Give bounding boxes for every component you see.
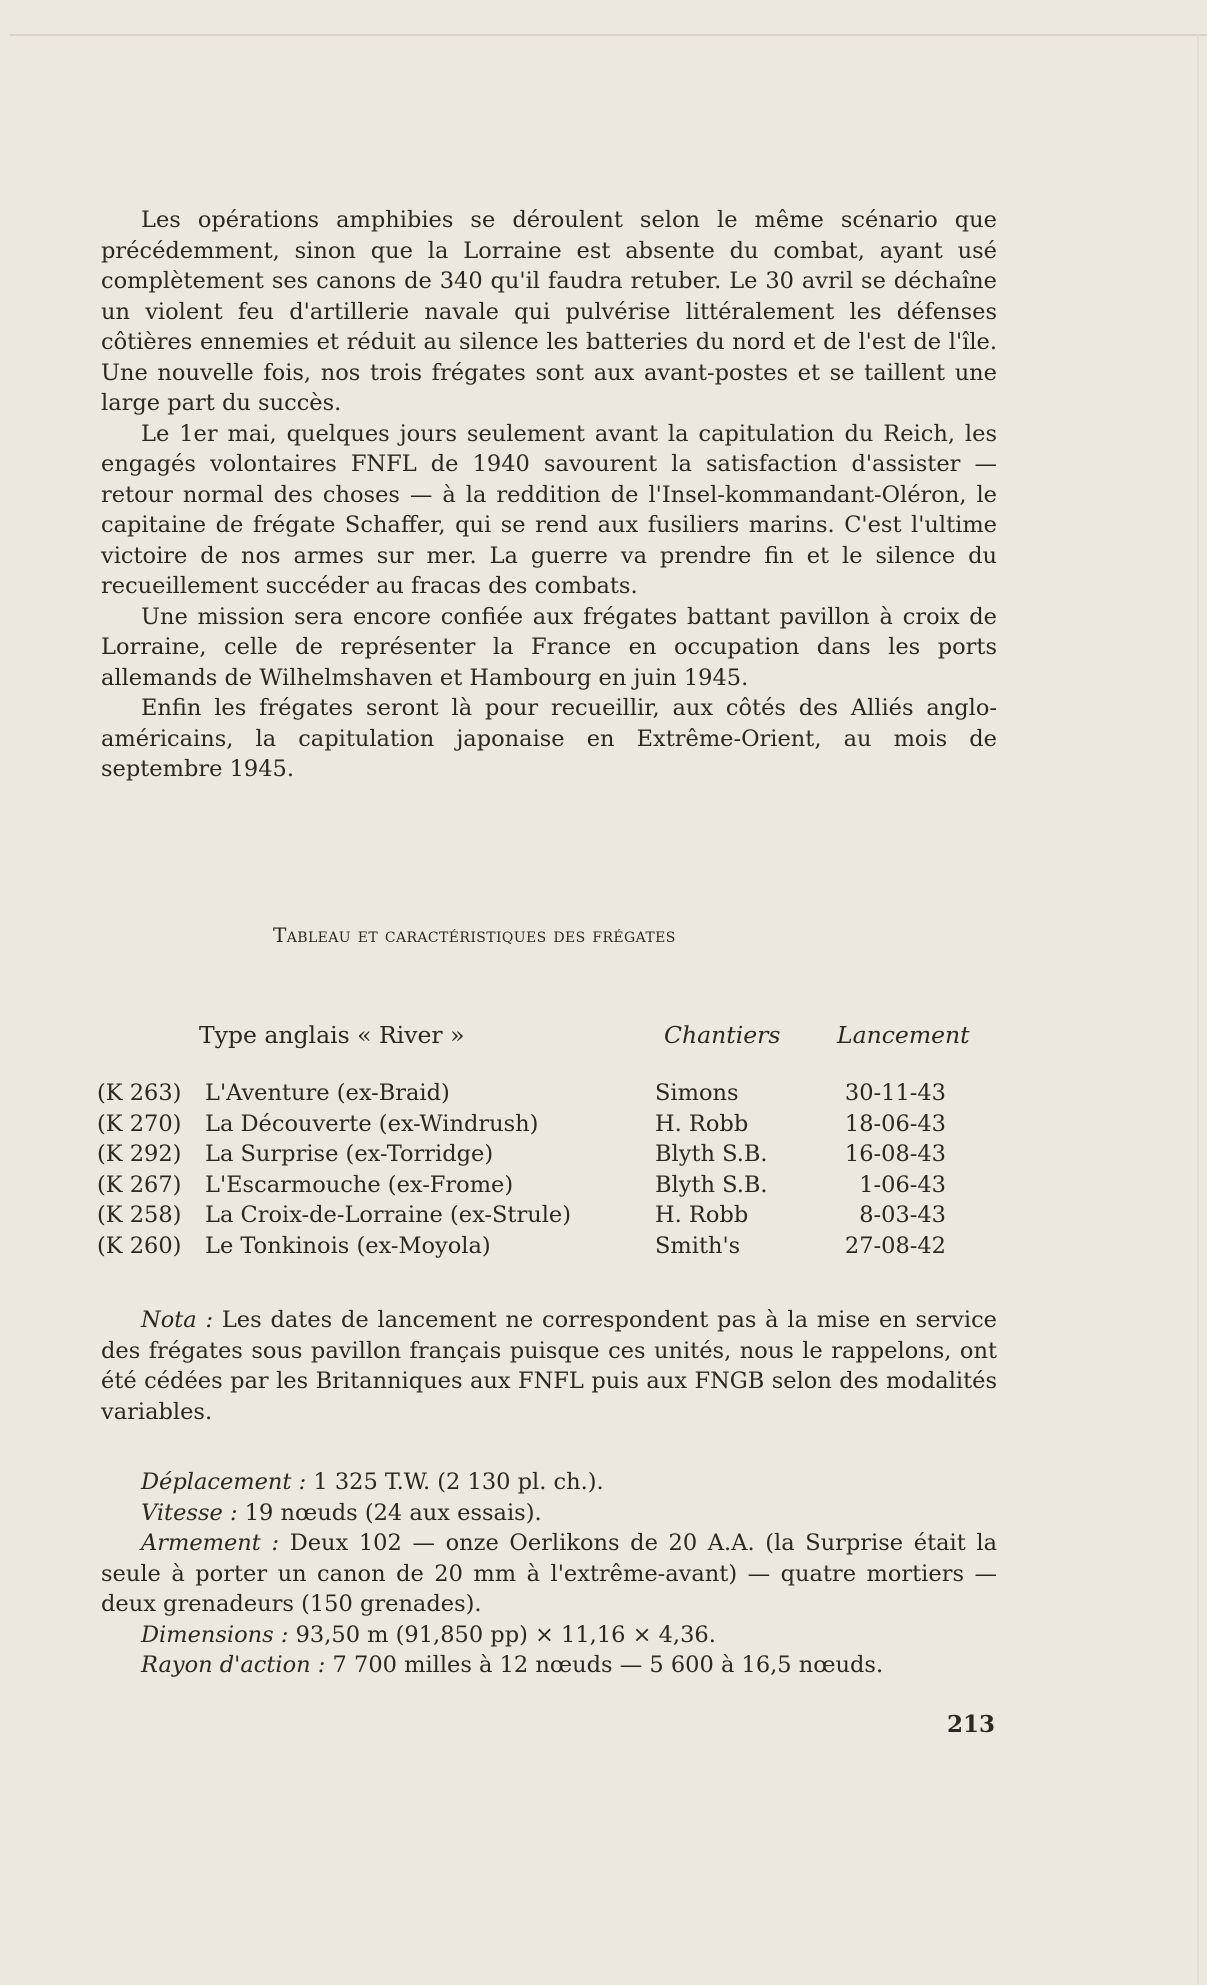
- page-edge-right: [1197, 34, 1199, 1985]
- shipyard: H. Robb: [655, 1202, 749, 1228]
- ship-name: Le Tonkinois (ex-Moyola): [205, 1232, 491, 1259]
- hull-code: (K 292): [97, 1141, 182, 1167]
- column-header-type: Type anglais « River »: [199, 1021, 465, 1049]
- spec-dimensions: [101, 1620, 997, 1651]
- page-edge-top: [10, 34, 1207, 36]
- ship-name: La Surprise (ex-Torridge): [205, 1141, 494, 1167]
- hull-code: (K 270): [97, 1110, 182, 1137]
- nota-label: Nota :: [141, 1307, 214, 1333]
- hull-code: (K 263): [97, 1080, 182, 1106]
- specifications: [101, 1467, 997, 1681]
- paragraph-4: Enfin les frégates seront là pour recueillir, aux côtés des Alliés anglo-américains, la capitulation japonaise en Extrême-Orient, au mois de septembre 1945.: [101, 695, 997, 782]
- spec-value: 19 nœuds (24 aux essais).: [244, 1499, 542, 1526]
- spec-value: Deux 102 — onze Oerlikons de 20 A.A. (la Surprise était la seule à porter un canon de 20 mm à l'extrême-avant) — quatre mortiers — deux grenadeurs (150 grenades).: [101, 1530, 998, 1617]
- table-row: [97, 1233, 997, 1264]
- spec-vitesse: [101, 1498, 997, 1529]
- hull-code: (K 260): [97, 1232, 182, 1259]
- spec-label: Armement :: [141, 1530, 280, 1556]
- shipyard: Blyth S.B.: [655, 1171, 768, 1198]
- frigate-table: [97, 1080, 997, 1263]
- nota-paragraph: [101, 1305, 997, 1427]
- shipyard: Simons: [655, 1080, 739, 1106]
- launch-date: 16-08-43: [844, 1141, 946, 1167]
- launch-date: 18-06-43: [844, 1110, 946, 1137]
- nota-text: Les dates de lancement ne correspondent pas à la mise en service des frégates sous pavillon français puisque ces unités, nous le rappelons, ont été cédées par les Britanniques aux FNFL puis aux FNGB selon des modalités variables.: [101, 1307, 997, 1425]
- table-row: [97, 1141, 997, 1172]
- spec-rayon: [101, 1650, 997, 1681]
- table-row: [97, 1080, 997, 1111]
- ship-name: L'Escarmouche (ex-Frome): [205, 1171, 514, 1198]
- spec-label: Vitesse :: [141, 1499, 238, 1526]
- table-row: [97, 1172, 997, 1203]
- spec-label: Déplacement :: [141, 1469, 307, 1495]
- column-header-lancement: Lancement: [837, 1021, 970, 1049]
- spec-deplacement: [101, 1467, 997, 1498]
- column-header-chantiers: Chantiers: [664, 1021, 781, 1049]
- paragraph-3: Une mission sera encore confiée aux frégates battant pavillon à croix de Lorraine, celle de représenter la France en occupation dans les ports allemands de Wilhelmshaven et Hambourg en juin 1945.: [101, 603, 997, 691]
- spec-armement: [101, 1528, 997, 1620]
- ship-name: La Croix-de-Lorraine (ex-Strule): [205, 1202, 571, 1228]
- paragraph-1: Les opérations amphibies se déroulent selon le même scénario que précédemment, sinon que la Lorraine est absente du combat, ayant usé complètement ses canons de 340 qu'il faudra retuber. Le 30 avril se déchaîne un violent feu d'artillerie navale qui pulvérise littéralement les défenses côtières ennemies et réduit au silence les batteries du nord et de l'est de l'île. Une nouvelle fois, nos trois frégates sont aux avant-postes et se taillent une large part du succès.: [101, 207, 997, 416]
- page-number: 213: [947, 1711, 996, 1738]
- spec-label: Dimensions :: [141, 1621, 289, 1648]
- launch-date: 27-08-42: [844, 1232, 946, 1259]
- shipyard: Smith's: [655, 1232, 741, 1259]
- spec-value: 1 325 T.W. (2 130 pl. ch.).: [313, 1469, 604, 1495]
- hull-code: (K 258): [97, 1202, 182, 1228]
- launch-date: 1-06-43: [859, 1171, 946, 1198]
- ship-name: L'Aventure (ex-Braid): [205, 1080, 450, 1106]
- ship-name: La Découverte (ex-Windrush): [205, 1110, 539, 1137]
- spec-label: Rayon d'action :: [141, 1652, 326, 1678]
- hull-code: (K 267): [97, 1171, 182, 1198]
- body-text: [101, 205, 997, 785]
- launch-date: 30-11-43: [844, 1080, 946, 1106]
- launch-date: 8-03-43: [859, 1202, 946, 1228]
- spec-value: 7 700 milles à 12 nœuds — 5 600 à 16,5 nœuds.: [332, 1652, 884, 1678]
- paragraph-2: Le 1er mai, quelques jours seulement avant la capitulation du Reich, les engagés volontaires FNFL de 1940 savourent la satisfaction d'assister — retour normal des choses — à la reddition de l'Insel-kommandant-Oléron, le capitaine de frégate Schaffer, qui se rend aux fusiliers marins. C'est l'ultime victoire de nos armes sur mer. La guerre va prendre fin et le silence du recueillement succéder au fracas des combats.: [101, 420, 997, 599]
- table-title: Tableau et caractéristiques des frégates: [273, 923, 676, 947]
- table-row: [97, 1202, 997, 1233]
- nota: [101, 1305, 997, 1427]
- table-row: [97, 1111, 997, 1142]
- shipyard: Blyth S.B.: [655, 1141, 768, 1167]
- shipyard: H. Robb: [655, 1110, 749, 1137]
- spec-value: 93,50 m (91,850 pp) × 11,16 × 4,36.: [295, 1621, 716, 1648]
